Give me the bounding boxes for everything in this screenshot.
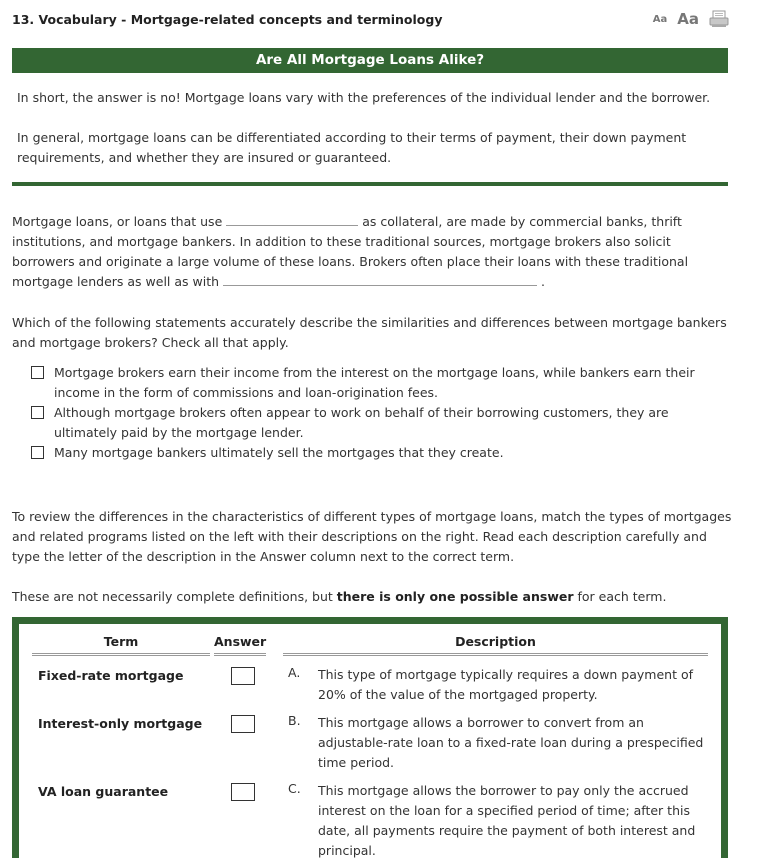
description-text: This mortgage allows a borrower to convert from an adjustable-rate loan to a fixed-rate loan during a prespecified time period. (318, 715, 704, 770)
answer-input-interest-only[interactable] (231, 715, 255, 733)
toolbar (653, 10, 729, 28)
matching-note-bold: there is only one possible answer (336, 589, 574, 604)
answer-column-header: Answer (214, 634, 266, 656)
matching-table (12, 617, 728, 858)
matching-note-suffix: for each term. (573, 589, 667, 604)
matching-instructions: To review the differences in the characteristics of different types of mortgage loans, match the types of mortgages and related programs listed on the left with their descriptions on the right. Read each description carefully and type the letter of the description in the Answer column next to the correct term. (12, 509, 732, 564)
section-banner: Are All Mortgage Loans Alike? (12, 48, 728, 73)
checkbox[interactable] (31, 446, 44, 459)
increase-font-button[interactable]: Aa (677, 10, 699, 28)
description-column-header: Description (283, 634, 708, 656)
checkbox-label: Mortgage brokers earn their income from the interest on the mortgage loans, while bankers earn their income in the form of commissions and loan-origination fees. (54, 365, 695, 400)
description-letter: C. (288, 781, 301, 796)
term-column-header: Term (32, 634, 210, 656)
fill-in-text-2: as collateral, are made by commercial banks, thrift institutions, and mortgage bankers. In addition to these traditional sources, mortgage brokers also solicit borrowers and originate a large volume of these loans. Brokers often place their loans with these traditional mortgage lenders as well as with (12, 214, 689, 289)
checkbox-label: Many mortgage bankers ultimately sell the mortgages that they create. (54, 445, 504, 460)
fill-in-paragraph (12, 212, 732, 292)
checkbox-option (31, 443, 731, 463)
lenders-blank[interactable] (223, 272, 537, 286)
fill-in-text-1: Mortgage loans, or loans that use (12, 214, 223, 229)
checkbox-prompt: Which of the following statements accurately describe the similarities and differences between mortgage bankers and mortgage brokers? Check all that apply. (12, 315, 727, 350)
answer-input-va-loan[interactable] (231, 783, 255, 801)
collateral-blank[interactable] (226, 212, 358, 226)
decrease-font-button[interactable]: Aa (652, 13, 668, 25)
question-title: 13. Vocabulary - Mortgage-related concepts and terminology (12, 12, 443, 27)
matching-note (12, 587, 732, 607)
checkbox[interactable] (31, 366, 44, 379)
term-fixed-rate: Fixed-rate mortgage (38, 668, 184, 683)
description-text: This type of mortgage typically requires a down payment of 20% of the value of the mortgaged property. (318, 667, 694, 702)
fill-in-text-3: . (541, 274, 546, 289)
checkbox-label: Although mortgage brokers often appear to work on behalf of their borrowing customers, they are ultimately paid by the mortgage lender. (54, 405, 669, 440)
term-interest-only: Interest-only mortgage (38, 716, 203, 731)
print-icon[interactable] (709, 10, 729, 28)
section-divider (12, 182, 728, 186)
intro-line-2: In general, mortgage loans can be differentiated according to their terms of payment, their down payment requirements, and whether they are insured or guaranteed. (17, 130, 687, 165)
checkbox-list (31, 363, 731, 463)
checkbox[interactable] (31, 406, 44, 419)
intro-line-1: In short, the answer is no! Mortgage loans vary with the preferences of the individual lender and the borrower. (17, 90, 711, 105)
description-text: This mortgage allows the borrower to pay only the accrued interest on the loan for a specified period of time; after this date, all payments require the payment of both interest and principal. (318, 783, 696, 858)
description-letter: A. (288, 665, 301, 680)
description-letter: B. (288, 713, 301, 728)
checkbox-option (31, 403, 731, 443)
answer-input-fixed-rate[interactable] (231, 667, 255, 685)
term-va-loan: VA loan guarantee (38, 784, 169, 799)
matching-note-prefix: These are not necessarily complete definitions, but (12, 589, 337, 604)
checkbox-option (31, 363, 731, 403)
